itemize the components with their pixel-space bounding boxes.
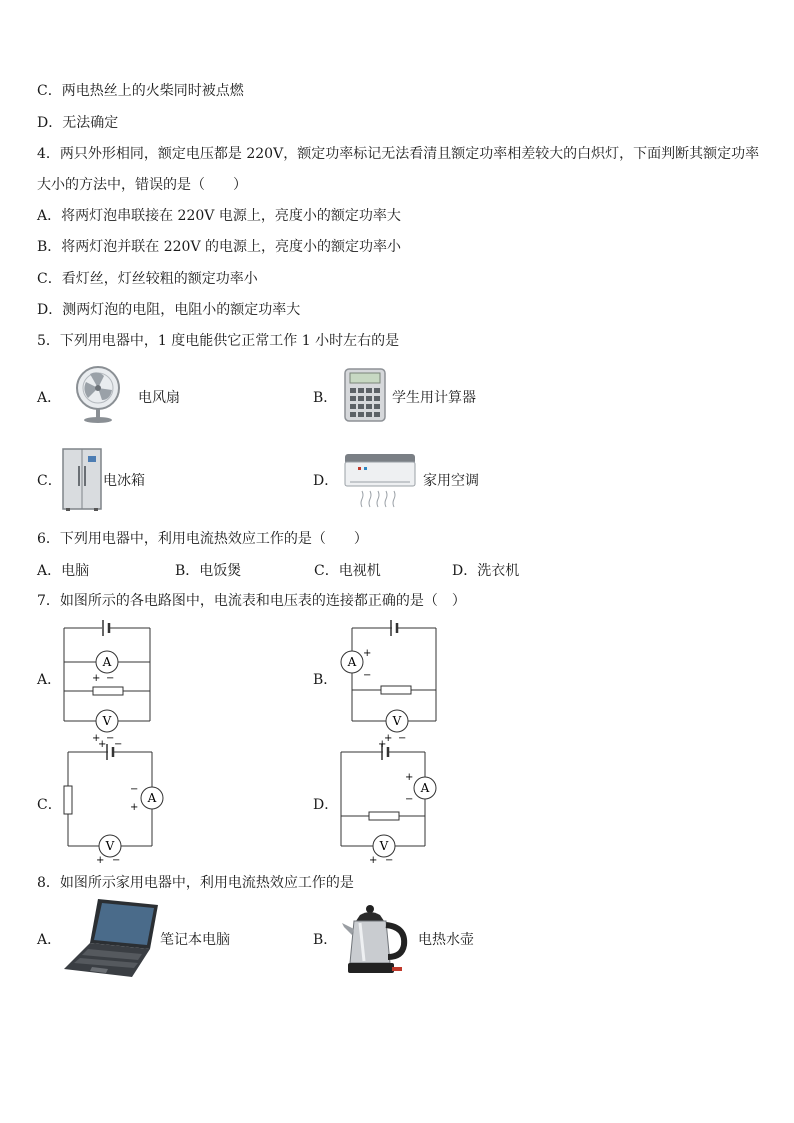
svg-text:+: + [384,733,393,742]
svg-text:−: − [385,855,394,864]
voltmeter-label: V [102,714,112,728]
q8-stem: 8．如图所示家用电器中，利用电流热效应工作的是 [37,875,354,891]
svg-text:+: + [96,855,105,864]
q5-name-c: 电冰箱 [103,473,145,489]
circuit-c [58,734,168,868]
svg-text:+: + [363,648,372,659]
q6-option-c: C．电视机 [314,563,381,579]
svg-text:−: − [112,855,121,864]
q7-stem: 7．如图所示的各电路图中，电流表和电压表的连接都正确的是（ ） [37,593,466,609]
q5-name-b: 学生用计算器 [392,390,476,406]
svg-text:−: − [114,739,123,750]
q8-name-a: 笔记本电脑 [160,932,230,948]
svg-text:A: A [147,791,157,805]
svg-text:−: − [405,794,414,805]
svg-text:V: V [379,839,389,853]
q4-option-b: B．将两灯泡并联在 220V 的电源上，亮度小的额定功率小 [37,239,402,255]
q7-letter-a: A． [37,672,62,688]
svg-text:+: + [130,802,139,813]
refrigerator-image [62,448,102,516]
circuit-b [336,618,442,746]
q3-option-c: C．两电热丝上的火柴同时被点燃 [37,83,244,99]
svg-text:V: V [105,839,115,853]
q5-stem: 5．下列用电器中，1 度电能供它正常工作 1 小时左右的是 [37,333,400,349]
circuit-a [56,618,156,746]
q6-option-a: A．电脑 [37,563,90,579]
svg-text:V: V [392,714,402,728]
svg-text:+: + [378,739,387,750]
fan-image [70,364,126,428]
svg-text:−: − [106,673,115,684]
air-conditioner-image [344,453,416,515]
ammeter-label: A [102,655,112,669]
svg-text:A: A [420,781,430,795]
svg-text:+: + [98,739,107,750]
q4-option-a: A．将两灯泡串联接在 220V 电源上，亮度小的额定功率大 [37,208,401,224]
q4-option-d: D．测两灯泡的电阻，电阻小的额定功率大 [37,302,301,318]
svg-text:−: − [398,733,407,742]
svg-text:−: − [130,784,139,795]
svg-text:+: + [92,733,101,742]
q5-letter-d: D． [313,473,339,489]
q6-option-d: D．洗衣机 [452,563,520,579]
laptop-image [62,897,160,985]
q6-stem: 6．下列用电器中，利用电流热效应工作的是（ ） [37,531,368,547]
q4-stem-line2: 大小的方法中，错误的是（ ） [37,177,247,193]
q6-option-b: B．电饭煲 [175,563,242,579]
q4-option-c: C．看灯丝，灯丝较粗的额定功率小 [37,271,258,287]
calculator-image [344,368,386,426]
q5-name-a: 电风扇 [138,390,180,406]
svg-text:A: A [347,655,357,669]
svg-text:−: − [363,670,372,681]
q5-name-d: 家用空调 [423,473,479,489]
q7-letter-c: C． [37,797,62,813]
circuit-d [333,734,443,868]
svg-text:−: − [106,733,115,742]
svg-text:+: + [369,855,378,864]
q8-name-b: 电热水壶 [418,932,474,948]
q8-letter-a: A． [37,932,62,948]
q4-stem-line1: 4．两只外形相同，额定电压都是 220V，额定功率标记无法看清且额定功率相差较大的白炽灯，下面判断其额定功率 [37,146,760,162]
svg-text:+: + [92,673,101,684]
q5-letter-a: A． [37,390,62,406]
q7-letter-b: B． [313,672,338,688]
q7-letter-d: D． [313,797,339,813]
svg-text:+: + [405,772,414,783]
q8-letter-b: B． [313,932,338,948]
q3-option-d: D．无法确定 [37,115,119,131]
q5-letter-b: B． [313,390,338,406]
q5-letter-c: C． [37,473,62,489]
electric-kettle-image [338,901,414,985]
